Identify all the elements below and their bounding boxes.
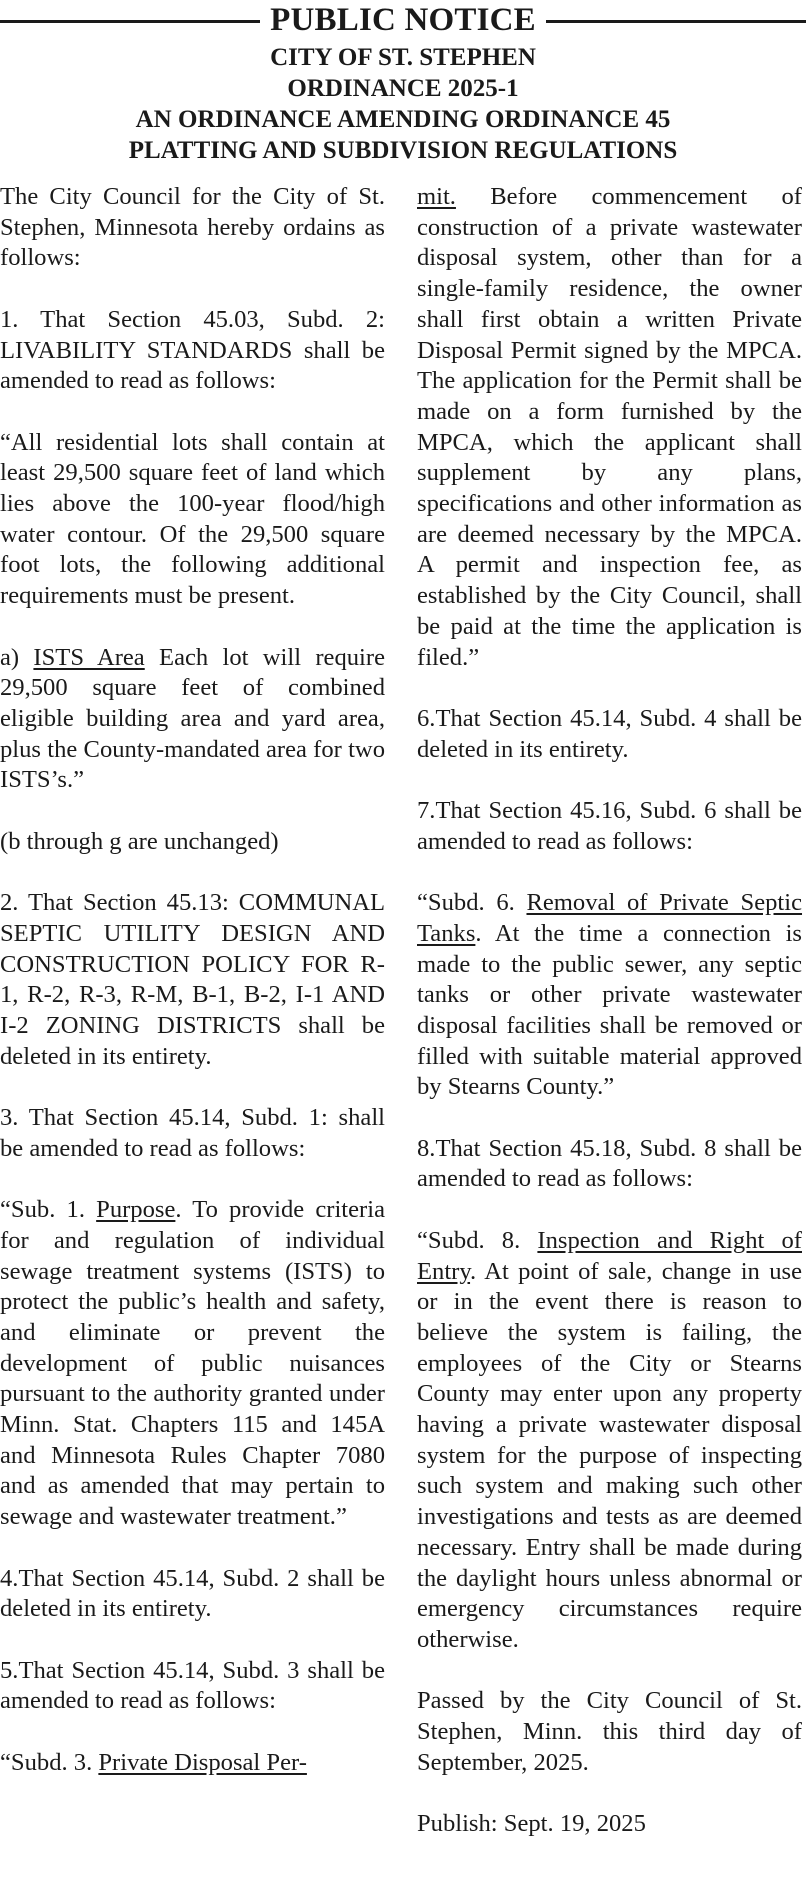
- notice-banner: [0, 0, 806, 40]
- ordinance-subtitle-line1: AN ORDINANCE AMENDING ORDINANCE 45: [135, 106, 671, 133]
- section-6: 6.That Section 45.14, Subd. 4 shall be deleted in its entirety.: [417, 704, 802, 763]
- section-8-quote: [417, 1226, 802, 1656]
- section-7-text: . At the time a connection is made to the public sewer, any septic tanks or other private wastewater disposal facilities shall be removed or filled with suitable material approved by Stearns County.”: [417, 919, 802, 1101]
- section-1a-prefix: a): [0, 643, 34, 671]
- publish-date: Publish: Sept. 19, 2025: [417, 1810, 646, 1838]
- left-column: [0, 182, 385, 1778]
- ordinance-heading: [0, 42, 806, 166]
- section-5-term-part2: mit.: [417, 183, 456, 210]
- right-column: [417, 182, 802, 1840]
- section-1: 1. That Section 45.03, Subd. 2: LIVABILITY STANDARDS shall be amended to read as follows:: [0, 305, 385, 395]
- ordinance-subtitle-line2: PLATTING AND SUBDIVISION REGULATIONS: [128, 137, 678, 164]
- section-5-prefix: “Subd. 3.: [0, 1748, 99, 1776]
- section-1-unchanged: (b through g are unchanged): [0, 827, 279, 855]
- section-2: 2. That Section 45.13: COMMUNAL SEPTIC UTILITY DESIGN AND CONSTRUCTION POLICY FOR R-1, R-2, R-3, R-M, B-1, B-2, I-1 AND I-2 ZONING DISTRICTS shall be deleted in its entirety.: [0, 889, 385, 1070]
- section-5-quote-start: [0, 1748, 385, 1779]
- intro-paragraph: The City Council for the City of St. Stephen, Minnesota hereby ordains as follows:: [0, 183, 385, 272]
- passed-statement: Passed by the City Council of St. Stephen, Minn. this third day of September, 2025.: [417, 1687, 802, 1776]
- section-7-term: Removal of Private Septic Tanks: [417, 889, 803, 947]
- left-rule: [0, 20, 260, 23]
- section-7-prefix: “Subd. 6.: [417, 889, 527, 917]
- section-8: 8.That Section 45.18, Subd. 8 shall be amended to read as follows:: [417, 1134, 802, 1193]
- section-1-quote: “All residential lots shall contain at least 29,500 square feet of land which lies above the 100-year flood/high water contour. Of the 29,500 square foot lots, the following additional requirements must be present.: [0, 428, 385, 610]
- section-3-text: . To provide criteria for and regulation of individual sewage treatment systems (ISTS) to protect the public’s health and safety, and eliminate or prevent the development of public nuisances pursuant to the authority granted under Minn. Stat. Chapters 115 and 145A and Minnesota Rules Chapter 7080 and as amended that may pertain to sewage and wastewater treatment.”: [0, 1196, 385, 1531]
- section-8-text: . At point of sale, change in use or in the event there is reason to believe the system is failing, the employees of the City or Stearns County may enter upon any property having a private wastewater disposal system for the purpose of inspecting such system and making such other investigations and tests as are deemed necessary. Entry shall be made during the daylight hours unless abnormal or emergency circumstances require otherwise.: [417, 1257, 802, 1653]
- section-8-term: Inspection and Right of Entry: [417, 1226, 802, 1285]
- right-rule: [546, 20, 806, 23]
- section-5-term-part1: Private Disposal Per-: [98, 1748, 307, 1776]
- notice-title: PUBLIC NOTICE: [270, 2, 536, 38]
- city-name: CITY OF ST. STEPHEN: [270, 44, 536, 71]
- ordinance-number: ORDINANCE 2025-1: [287, 75, 519, 102]
- section-5: 5.That Section 45.14, Subd. 3 shall be amended to read as follows:: [0, 1656, 385, 1715]
- section-5-text: Before commencement of construction of a private wastewater disposal system, other than for a single-family residence, the owner shall first obtain a written Private Disposal Permit signed by the MPCA. The application for the Permit shall be made on a form furnished by the MPCA, which the applicant shall supplement by any plans, specifications and other information as are deemed necessary by the MPCA. A permit and inspection fee, as established by the City Council, shall be paid at the time the application is filed.”: [417, 183, 802, 671]
- section-8-prefix: “Subd. 8.: [417, 1226, 538, 1254]
- section-5-quote-continued: [417, 182, 802, 673]
- section-3-prefix: “Sub. 1.: [0, 1196, 97, 1224]
- section-3-quote: [0, 1195, 385, 1533]
- section-3: 3. That Section 45.14, Subd. 1: shall be amended to read as follows:: [0, 1104, 385, 1162]
- section-1a-text: Each lot will require 29,500 square feet of combined eligible building area and yard area, plus the County-mandated area for two ISTS’s.”: [0, 643, 385, 794]
- section-1a-term: ISTS Area: [33, 643, 145, 671]
- section-7: 7.That Section 45.16, Subd. 6 shall be amended to read as follows:: [417, 797, 802, 855]
- section-1a: [0, 643, 385, 797]
- section-4: 4.That Section 45.14, Subd. 2 shall be deleted in its entirety.: [0, 1564, 385, 1623]
- section-7-quote: [417, 888, 802, 1103]
- section-3-term: Purpose: [96, 1196, 176, 1224]
